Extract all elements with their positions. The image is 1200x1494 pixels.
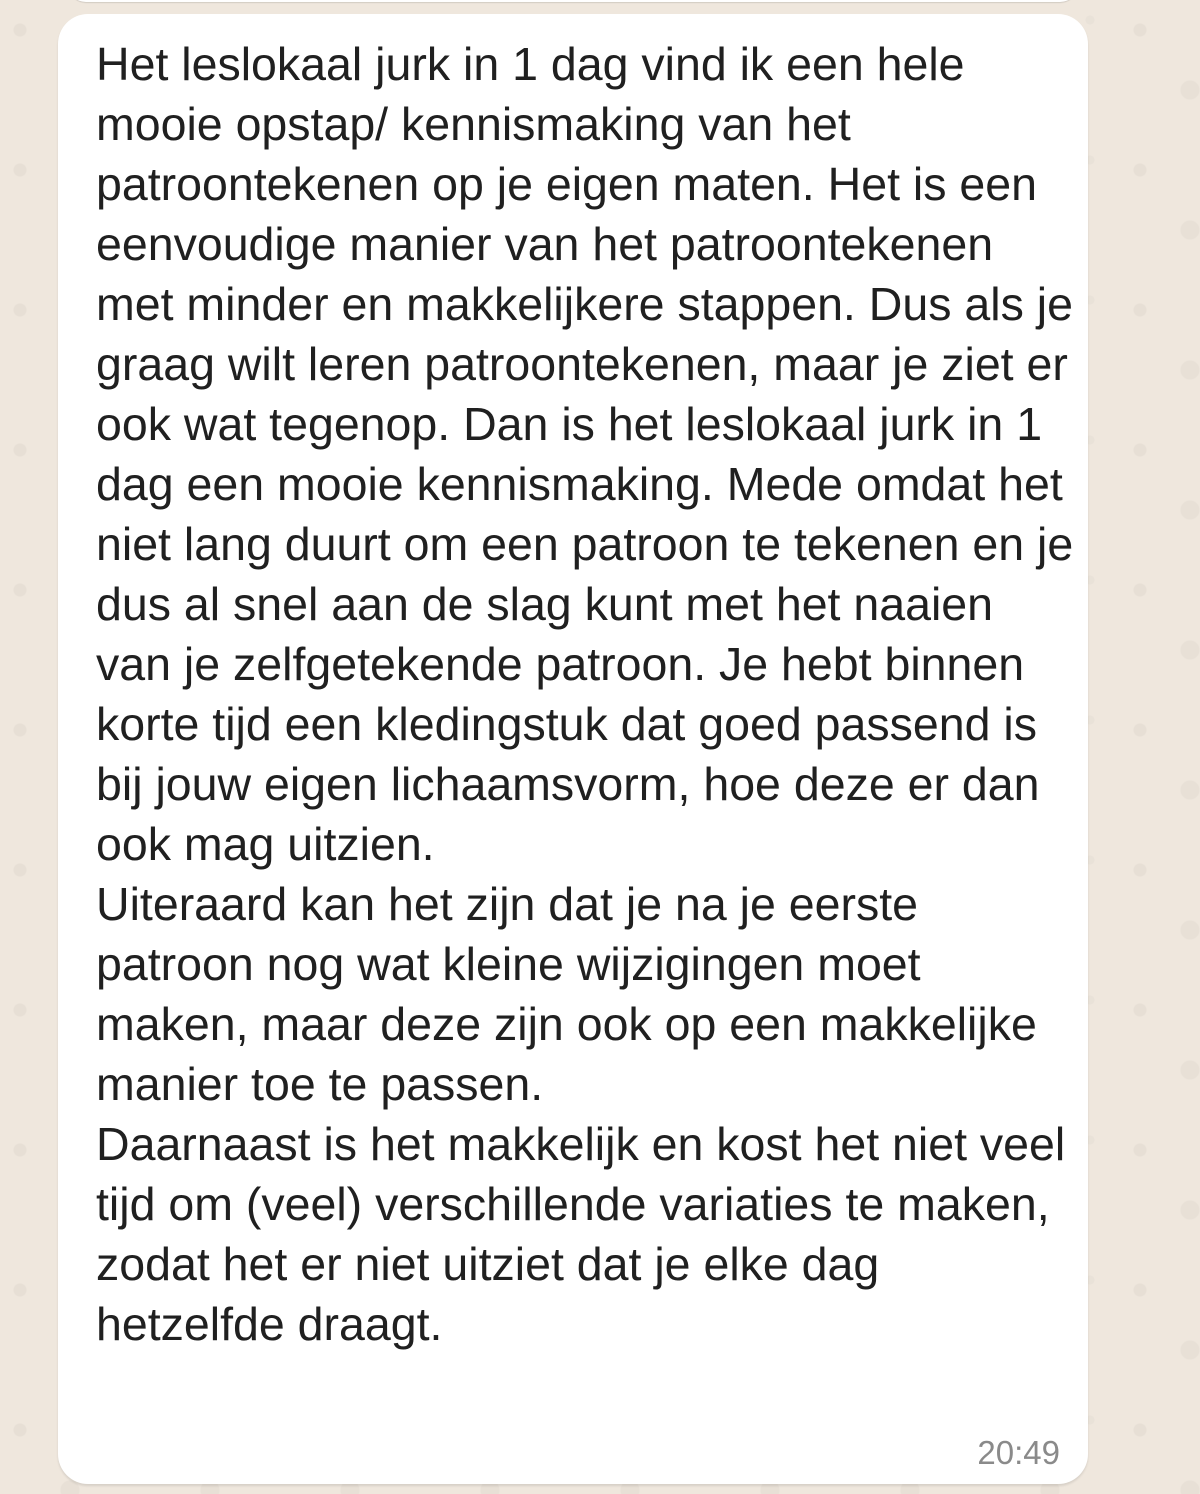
message-bubble[interactable] bbox=[58, 14, 1088, 1484]
previous-message-bubble bbox=[68, 0, 1078, 2]
message-text: Het leslokaal jurk in 1 dag vind ik een hele mooie opstap/ kennismaking van het patroontekenen op je eigen maten. Het is een eenvoudige manier van het patroontekenen met minder en makkelijkere stappen. Dus als je graag wilt leren patroontekenen, maar je ziet er ook wat tegenop. Dan is het leslokaal jurk in 1 dag een mooie kennismaking. Mede omdat het niet lang duurt om een patroon te tekenen en je dus al snel aan de slag kunt met het naaien van je zelfgetekende patroon. Je hebt binnen korte tijd een kledingstuk dat goed passend is bij jouw eigen lichaamsvorm, hoe deze er dan ook mag uitzien. Uiteraard kan het zijn dat je na je eerste patroon nog wat kleine wijzigingen moet maken, maar deze zijn ook op een makkelijke manier toe te passen. Daarnaast is het makkelijk en kost het niet veel tijd om (veel) verschillende variaties te maken, zodat het er niet uitziet dat je elke dag hetzelfde draagt. bbox=[96, 38, 1074, 1350]
message-timestamp: 20:49 bbox=[977, 1434, 1060, 1471]
